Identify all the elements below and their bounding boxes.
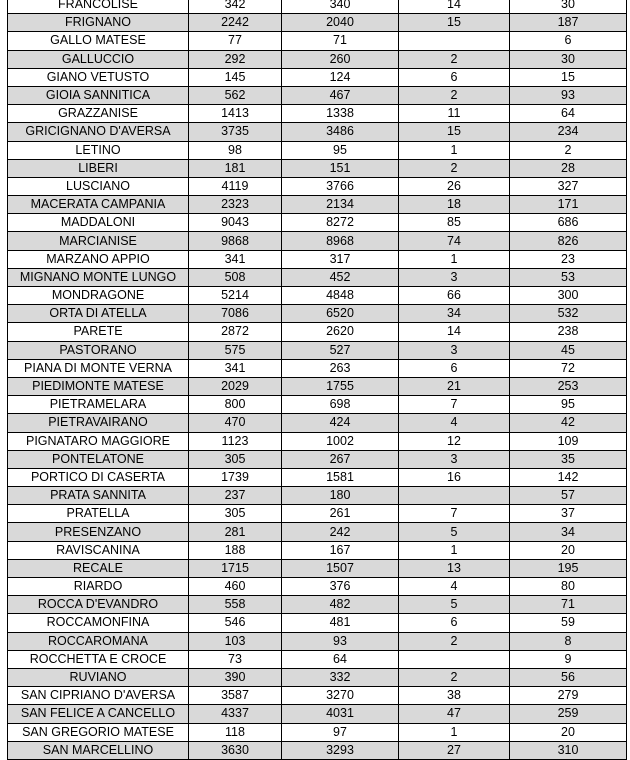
municipality-cell: SAN CIPRIANO D'AVERSA <box>8 687 189 705</box>
value-cell-1: 305 <box>189 450 282 468</box>
value-cell-1: 1123 <box>189 432 282 450</box>
table-row <box>8 305 627 323</box>
municipality-cell: PIEDIMONTE MATESE <box>8 377 189 395</box>
value-cell-4: 37 <box>510 505 627 523</box>
value-cell-3: 2 <box>399 50 510 68</box>
value-cell-4: 9 <box>510 650 627 668</box>
value-cell-2: 340 <box>282 0 399 14</box>
municipality-cell: FRANCOLISE <box>8 0 189 14</box>
value-cell-2: 151 <box>282 159 399 177</box>
table-row <box>8 287 627 305</box>
value-cell-4: 826 <box>510 232 627 250</box>
municipality-cell: ORTA DI ATELLA <box>8 305 189 323</box>
value-cell-4: 71 <box>510 596 627 614</box>
value-cell-1: 103 <box>189 632 282 650</box>
municipality-cell: GRICIGNANO D'AVERSA <box>8 123 189 141</box>
value-cell-2: 467 <box>282 86 399 104</box>
value-cell-3: 74 <box>399 232 510 250</box>
table-row <box>8 614 627 632</box>
value-cell-4: 15 <box>510 68 627 86</box>
value-cell-2: 1755 <box>282 377 399 395</box>
value-cell-1: 342 <box>189 0 282 14</box>
value-cell-2: 1338 <box>282 105 399 123</box>
value-cell-2: 2620 <box>282 323 399 341</box>
value-cell-3: 14 <box>399 0 510 14</box>
municipality-cell: PARETE <box>8 323 189 341</box>
value-cell-2: 180 <box>282 487 399 505</box>
value-cell-4: 142 <box>510 468 627 486</box>
value-cell-2: 124 <box>282 68 399 86</box>
table-row <box>8 559 627 577</box>
value-cell-3: 15 <box>399 123 510 141</box>
municipality-cell: SAN GREGORIO MATESE <box>8 723 189 741</box>
value-cell-3: 26 <box>399 177 510 195</box>
value-cell-1: 9043 <box>189 214 282 232</box>
municipality-cell: RIARDO <box>8 578 189 596</box>
table-row <box>8 668 627 686</box>
value-cell-2: 1002 <box>282 432 399 450</box>
value-cell-2: 71 <box>282 32 399 50</box>
value-cell-3: 14 <box>399 323 510 341</box>
value-cell-4: 2 <box>510 141 627 159</box>
value-cell-3: 7 <box>399 396 510 414</box>
table-row <box>8 377 627 395</box>
value-cell-2: 93 <box>282 632 399 650</box>
value-cell-3: 21 <box>399 377 510 395</box>
value-cell-4: 20 <box>510 541 627 559</box>
value-cell-2: 8272 <box>282 214 399 232</box>
value-cell-4: 253 <box>510 377 627 395</box>
table-body <box>8 0 627 759</box>
value-cell-1: 1715 <box>189 559 282 577</box>
table-row <box>8 705 627 723</box>
value-cell-4: 327 <box>510 177 627 195</box>
value-cell-3: 2 <box>399 86 510 104</box>
value-cell-2: 3270 <box>282 687 399 705</box>
value-cell-2: 261 <box>282 505 399 523</box>
value-cell-2: 8968 <box>282 232 399 250</box>
table-row <box>8 541 627 559</box>
value-cell-4: 238 <box>510 323 627 341</box>
value-cell-4: 300 <box>510 287 627 305</box>
value-cell-3: 1 <box>399 723 510 741</box>
value-cell-2: 3766 <box>282 177 399 195</box>
value-cell-2: 4848 <box>282 287 399 305</box>
value-cell-2: 4031 <box>282 705 399 723</box>
value-cell-2: 3486 <box>282 123 399 141</box>
municipality-cell: RAVISCANINA <box>8 541 189 559</box>
value-cell-1: 145 <box>189 68 282 86</box>
value-cell-1: 305 <box>189 505 282 523</box>
table-row <box>8 596 627 614</box>
municipality-cell: LUSCIANO <box>8 177 189 195</box>
value-cell-1: 558 <box>189 596 282 614</box>
table-row <box>8 650 627 668</box>
value-cell-1: 281 <box>189 523 282 541</box>
municipality-cell: SAN MARCELLINO <box>8 741 189 759</box>
value-cell-2: 263 <box>282 359 399 377</box>
value-cell-2: 1581 <box>282 468 399 486</box>
value-cell-3: 16 <box>399 468 510 486</box>
table-row <box>8 396 627 414</box>
municipality-cell: MIGNANO MONTE LUNGO <box>8 268 189 286</box>
value-cell-1: 562 <box>189 86 282 104</box>
value-cell-3: 1 <box>399 141 510 159</box>
table-row <box>8 341 627 359</box>
municipality-cell: RUVIANO <box>8 668 189 686</box>
municipality-cell: SAN FELICE A CANCELLO <box>8 705 189 723</box>
value-cell-4: 64 <box>510 105 627 123</box>
value-cell-3 <box>399 487 510 505</box>
value-cell-2: 424 <box>282 414 399 432</box>
value-cell-4: 35 <box>510 450 627 468</box>
municipality-cell: PASTORANO <box>8 341 189 359</box>
value-cell-4: 95 <box>510 396 627 414</box>
value-cell-3: 5 <box>399 523 510 541</box>
value-cell-1: 2323 <box>189 196 282 214</box>
value-cell-4: 310 <box>510 741 627 759</box>
value-cell-4: 28 <box>510 159 627 177</box>
value-cell-1: 4119 <box>189 177 282 195</box>
municipality-cell: MACERATA CAMPANIA <box>8 196 189 214</box>
value-cell-3: 2 <box>399 668 510 686</box>
value-cell-2: 64 <box>282 650 399 668</box>
municipality-cell: PRATELLA <box>8 505 189 523</box>
value-cell-2: 2134 <box>282 196 399 214</box>
table-row <box>8 14 627 32</box>
value-cell-3: 47 <box>399 705 510 723</box>
value-cell-2: 452 <box>282 268 399 286</box>
value-cell-1: 800 <box>189 396 282 414</box>
value-cell-3: 3 <box>399 268 510 286</box>
value-cell-2: 527 <box>282 341 399 359</box>
value-cell-2: 167 <box>282 541 399 559</box>
value-cell-1: 7086 <box>189 305 282 323</box>
value-cell-4: 195 <box>510 559 627 577</box>
value-cell-1: 508 <box>189 268 282 286</box>
municipality-cell: LETINO <box>8 141 189 159</box>
municipality-cell: PIANA DI MONTE VERNA <box>8 359 189 377</box>
value-cell-3: 3 <box>399 450 510 468</box>
table-row <box>8 505 627 523</box>
value-cell-4: 279 <box>510 687 627 705</box>
value-cell-2: 6520 <box>282 305 399 323</box>
value-cell-2: 317 <box>282 250 399 268</box>
value-cell-3: 6 <box>399 359 510 377</box>
value-cell-2: 95 <box>282 141 399 159</box>
table-row <box>8 177 627 195</box>
table-row <box>8 687 627 705</box>
value-cell-4: 532 <box>510 305 627 323</box>
value-cell-3: 2 <box>399 159 510 177</box>
data-sheet <box>7 0 626 760</box>
value-cell-4: 59 <box>510 614 627 632</box>
value-cell-3: 18 <box>399 196 510 214</box>
table-row <box>8 50 627 68</box>
municipality-cell: GALLUCCIO <box>8 50 189 68</box>
value-cell-4: 80 <box>510 578 627 596</box>
value-cell-3: 1 <box>399 541 510 559</box>
value-cell-4: 6 <box>510 32 627 50</box>
value-cell-1: 3630 <box>189 741 282 759</box>
value-cell-3: 13 <box>399 559 510 577</box>
value-cell-1: 73 <box>189 650 282 668</box>
value-cell-1: 237 <box>189 487 282 505</box>
value-cell-4: 30 <box>510 0 627 14</box>
table-row <box>8 196 627 214</box>
value-cell-1: 460 <box>189 578 282 596</box>
value-cell-1: 341 <box>189 359 282 377</box>
municipality-cell: PRESENZANO <box>8 523 189 541</box>
value-cell-3: 1 <box>399 250 510 268</box>
value-cell-2: 698 <box>282 396 399 414</box>
value-cell-3: 6 <box>399 614 510 632</box>
municipality-cell: MONDRAGONE <box>8 287 189 305</box>
municipality-cell: ROCCAMONFINA <box>8 614 189 632</box>
table-row <box>8 105 627 123</box>
value-cell-4: 53 <box>510 268 627 286</box>
municipality-cell: PIETRAMELARA <box>8 396 189 414</box>
value-cell-3: 27 <box>399 741 510 759</box>
value-cell-3: 7 <box>399 505 510 523</box>
municipality-cell: MARZANO APPIO <box>8 250 189 268</box>
value-cell-1: 4337 <box>189 705 282 723</box>
value-cell-4: 259 <box>510 705 627 723</box>
table-row <box>8 141 627 159</box>
value-cell-2: 242 <box>282 523 399 541</box>
value-cell-3: 3 <box>399 341 510 359</box>
value-cell-4: 20 <box>510 723 627 741</box>
value-cell-4: 72 <box>510 359 627 377</box>
table-row <box>8 86 627 104</box>
value-cell-4: 34 <box>510 523 627 541</box>
value-cell-3: 66 <box>399 287 510 305</box>
municipality-cell: RECALE <box>8 559 189 577</box>
value-cell-2: 332 <box>282 668 399 686</box>
value-cell-2: 1507 <box>282 559 399 577</box>
municipality-cell: ROCCA D'EVANDRO <box>8 596 189 614</box>
value-cell-3: 34 <box>399 305 510 323</box>
table-row <box>8 432 627 450</box>
table-row <box>8 123 627 141</box>
value-cell-3: 4 <box>399 414 510 432</box>
table-row <box>8 232 627 250</box>
table-row <box>8 0 627 14</box>
table-row <box>8 268 627 286</box>
municipality-cell: PRATA SANNITA <box>8 487 189 505</box>
value-cell-2: 260 <box>282 50 399 68</box>
value-cell-1: 2242 <box>189 14 282 32</box>
value-cell-1: 181 <box>189 159 282 177</box>
value-cell-3 <box>399 32 510 50</box>
value-cell-3: 4 <box>399 578 510 596</box>
value-cell-2: 2040 <box>282 14 399 32</box>
value-cell-4: 23 <box>510 250 627 268</box>
value-cell-3: 85 <box>399 214 510 232</box>
value-cell-3: 11 <box>399 105 510 123</box>
municipality-cell: ROCCHETTA E CROCE <box>8 650 189 668</box>
value-cell-1: 188 <box>189 541 282 559</box>
table-row <box>8 359 627 377</box>
table-row <box>8 214 627 232</box>
value-cell-4: 56 <box>510 668 627 686</box>
value-cell-1: 9868 <box>189 232 282 250</box>
municipality-cell: GRAZZANISE <box>8 105 189 123</box>
value-cell-1: 470 <box>189 414 282 432</box>
value-cell-2: 376 <box>282 578 399 596</box>
value-cell-1: 2029 <box>189 377 282 395</box>
table-row <box>8 32 627 50</box>
value-cell-1: 98 <box>189 141 282 159</box>
municipality-cell: GIOIA SANNITICA <box>8 86 189 104</box>
value-cell-3: 6 <box>399 68 510 86</box>
table-row <box>8 468 627 486</box>
value-cell-1: 1739 <box>189 468 282 486</box>
value-cell-1: 5214 <box>189 287 282 305</box>
value-cell-1: 341 <box>189 250 282 268</box>
value-cell-3 <box>399 650 510 668</box>
value-cell-4: 45 <box>510 341 627 359</box>
municipality-cell: PONTELATONE <box>8 450 189 468</box>
value-cell-4: 30 <box>510 50 627 68</box>
value-cell-3: 38 <box>399 687 510 705</box>
municipality-cell: MADDALONI <box>8 214 189 232</box>
table-row <box>8 487 627 505</box>
table-row <box>8 68 627 86</box>
municipality-cell: PORTICO DI CASERTA <box>8 468 189 486</box>
value-cell-4: 93 <box>510 86 627 104</box>
value-cell-2: 481 <box>282 614 399 632</box>
value-cell-4: 234 <box>510 123 627 141</box>
value-cell-1: 2872 <box>189 323 282 341</box>
table-row <box>8 323 627 341</box>
table-row <box>8 159 627 177</box>
value-cell-1: 575 <box>189 341 282 359</box>
table-row <box>8 632 627 650</box>
municipality-cell: ROCCAROMANA <box>8 632 189 650</box>
value-cell-4: 171 <box>510 196 627 214</box>
value-cell-4: 109 <box>510 432 627 450</box>
municipality-cell: GALLO MATESE <box>8 32 189 50</box>
table-row <box>8 414 627 432</box>
value-cell-2: 97 <box>282 723 399 741</box>
value-cell-1: 292 <box>189 50 282 68</box>
value-cell-1: 3587 <box>189 687 282 705</box>
municipality-cell: PIETRAVAIRANO <box>8 414 189 432</box>
municipality-cell: PIGNATARO MAGGIORE <box>8 432 189 450</box>
table-row <box>8 578 627 596</box>
municipality-table <box>7 0 627 760</box>
table-row <box>8 723 627 741</box>
value-cell-1: 390 <box>189 668 282 686</box>
municipality-cell: FRIGNANO <box>8 14 189 32</box>
value-cell-1: 3735 <box>189 123 282 141</box>
value-cell-1: 77 <box>189 32 282 50</box>
value-cell-3: 15 <box>399 14 510 32</box>
value-cell-1: 1413 <box>189 105 282 123</box>
table-row <box>8 250 627 268</box>
value-cell-4: 8 <box>510 632 627 650</box>
value-cell-4: 187 <box>510 14 627 32</box>
municipality-cell: LIBERI <box>8 159 189 177</box>
value-cell-3: 12 <box>399 432 510 450</box>
value-cell-1: 546 <box>189 614 282 632</box>
value-cell-3: 2 <box>399 632 510 650</box>
value-cell-2: 482 <box>282 596 399 614</box>
value-cell-3: 5 <box>399 596 510 614</box>
value-cell-4: 42 <box>510 414 627 432</box>
municipality-cell: GIANO VETUSTO <box>8 68 189 86</box>
value-cell-1: 118 <box>189 723 282 741</box>
value-cell-2: 3293 <box>282 741 399 759</box>
value-cell-4: 57 <box>510 487 627 505</box>
municipality-cell: MARCIANISE <box>8 232 189 250</box>
table-row <box>8 523 627 541</box>
value-cell-4: 686 <box>510 214 627 232</box>
table-row <box>8 450 627 468</box>
value-cell-2: 267 <box>282 450 399 468</box>
